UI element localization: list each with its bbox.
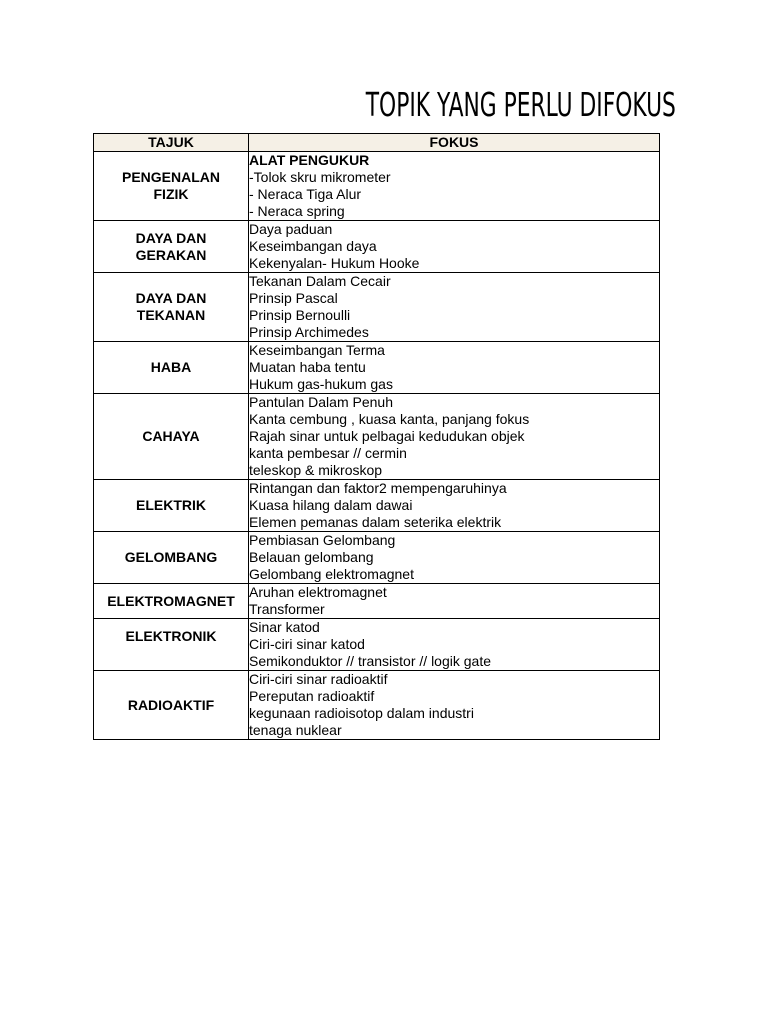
table-body bbox=[94, 152, 660, 740]
topic-label: DAYA DAN bbox=[135, 229, 207, 246]
focus-item: Sinar katod bbox=[249, 619, 320, 635]
table-row bbox=[94, 273, 660, 342]
focus-item: Keseimbangan Terma bbox=[249, 342, 385, 358]
table-row bbox=[94, 221, 660, 273]
topic-label: PENGENALAN bbox=[121, 169, 220, 185]
focus-cell bbox=[249, 619, 660, 671]
focus-cell bbox=[249, 221, 660, 273]
focus-cell bbox=[249, 480, 660, 532]
header-tajuk: TAJUK bbox=[94, 134, 249, 152]
page-title: TOPIK YANG PERLU DIFOKUS bbox=[365, 85, 676, 124]
table-row bbox=[94, 584, 660, 619]
focus-cell bbox=[249, 671, 660, 740]
focus-item: Prinsip Pascal bbox=[249, 290, 338, 306]
topic-label: GERAKAN bbox=[135, 246, 207, 263]
table-row bbox=[94, 152, 660, 221]
focus-item: Pereputan radioaktif bbox=[249, 688, 375, 704]
focus-item: Gelombang elektromagnet bbox=[249, 566, 414, 582]
focus-cell bbox=[249, 532, 660, 584]
focus-item: Prinsip Archimedes bbox=[249, 324, 369, 340]
topic-label: TEKANAN bbox=[136, 307, 206, 323]
focus-item: Kuasa hilang dalam dawai bbox=[249, 497, 413, 513]
topic-cell bbox=[94, 671, 249, 740]
focus-item: tenaga nuklear bbox=[249, 722, 342, 738]
focus-item: Aruhan elektromagnet bbox=[249, 584, 387, 600]
topic-cell bbox=[94, 273, 249, 342]
topic-cell bbox=[94, 619, 249, 671]
focus-item: Ciri-ciri sinar radioaktif bbox=[249, 671, 388, 687]
focus-item: kegunaan radioisotop dalam industri bbox=[249, 705, 474, 721]
focus-item: Rajah sinar untuk pelbagai kedudukan objek bbox=[249, 428, 525, 444]
focus-cell bbox=[249, 152, 660, 221]
focus-cell bbox=[249, 394, 660, 480]
table-header-row bbox=[94, 134, 660, 152]
topic-label: ELEKTROMAGNET bbox=[107, 592, 235, 609]
table-row bbox=[94, 671, 660, 740]
topic-label: HABA bbox=[150, 359, 192, 375]
focus-item: Kekenyalan- Hukum Hooke bbox=[249, 255, 420, 271]
table-row bbox=[94, 619, 660, 671]
focus-item: Hukum gas-hukum gas bbox=[249, 376, 393, 392]
topic-label: RADIOAKTIF bbox=[127, 696, 215, 713]
topic-label: FIZIK bbox=[153, 186, 189, 202]
table-row bbox=[94, 480, 660, 532]
topic-label: ELEKTRIK bbox=[136, 497, 206, 513]
header-fokus: FOKUS bbox=[249, 134, 660, 152]
focus-item: Daya paduan bbox=[249, 221, 333, 237]
focus-item: Elemen pemanas dalam seterika elektrik bbox=[249, 514, 502, 530]
topic-cell bbox=[94, 480, 249, 532]
focus-item: Muatan haba tentu bbox=[249, 359, 366, 375]
topic-cell bbox=[94, 221, 249, 273]
table-row bbox=[94, 532, 660, 584]
topic-label: ELEKTRONIK bbox=[125, 628, 217, 644]
focus-item: Rintangan dan faktor2 mempengaruhinya bbox=[249, 480, 507, 496]
topic-cell bbox=[94, 394, 249, 480]
focus-item: Pantulan Dalam Penuh bbox=[249, 394, 393, 410]
focus-item: Prinsip Bernoulli bbox=[249, 307, 351, 323]
topic-cell bbox=[94, 342, 249, 394]
focus-item: Transformer bbox=[249, 601, 325, 617]
topics-table bbox=[93, 133, 660, 740]
focus-item: kanta pembesar // cermin bbox=[249, 445, 407, 461]
topic-cell bbox=[94, 152, 249, 221]
topic-cell bbox=[94, 584, 249, 619]
focus-item: Pembiasan Gelombang bbox=[249, 532, 396, 548]
focus-item: - Neraca Tiga Alur bbox=[249, 186, 362, 202]
focus-cell bbox=[249, 342, 660, 394]
focus-item: - Neraca spring bbox=[249, 203, 345, 219]
focus-heading: ALAT PENGUKUR bbox=[249, 152, 370, 168]
topic-label: DAYA DAN bbox=[135, 290, 207, 306]
topic-label: CAHAYA bbox=[142, 428, 200, 444]
focus-cell bbox=[249, 584, 660, 619]
focus-item: Tekanan Dalam Cecair bbox=[249, 273, 391, 289]
focus-item: Kanta cembung , kuasa kanta, panjang fokus bbox=[249, 411, 530, 427]
topic-label: GELOMBANG bbox=[124, 549, 218, 565]
table-row bbox=[94, 394, 660, 480]
focus-item: Keseimbangan daya bbox=[249, 238, 377, 254]
table-row bbox=[94, 342, 660, 394]
focus-cell bbox=[249, 273, 660, 342]
focus-item: -Tolok skru mikrometer bbox=[249, 169, 391, 185]
focus-item: Belauan gelombang bbox=[249, 549, 374, 565]
topic-cell bbox=[94, 532, 249, 584]
focus-item: teleskop & mikroskop bbox=[249, 462, 383, 478]
focus-item: Semikonduktor // transistor // logik gate bbox=[249, 653, 491, 669]
focus-item: Ciri-ciri sinar katod bbox=[249, 636, 365, 652]
